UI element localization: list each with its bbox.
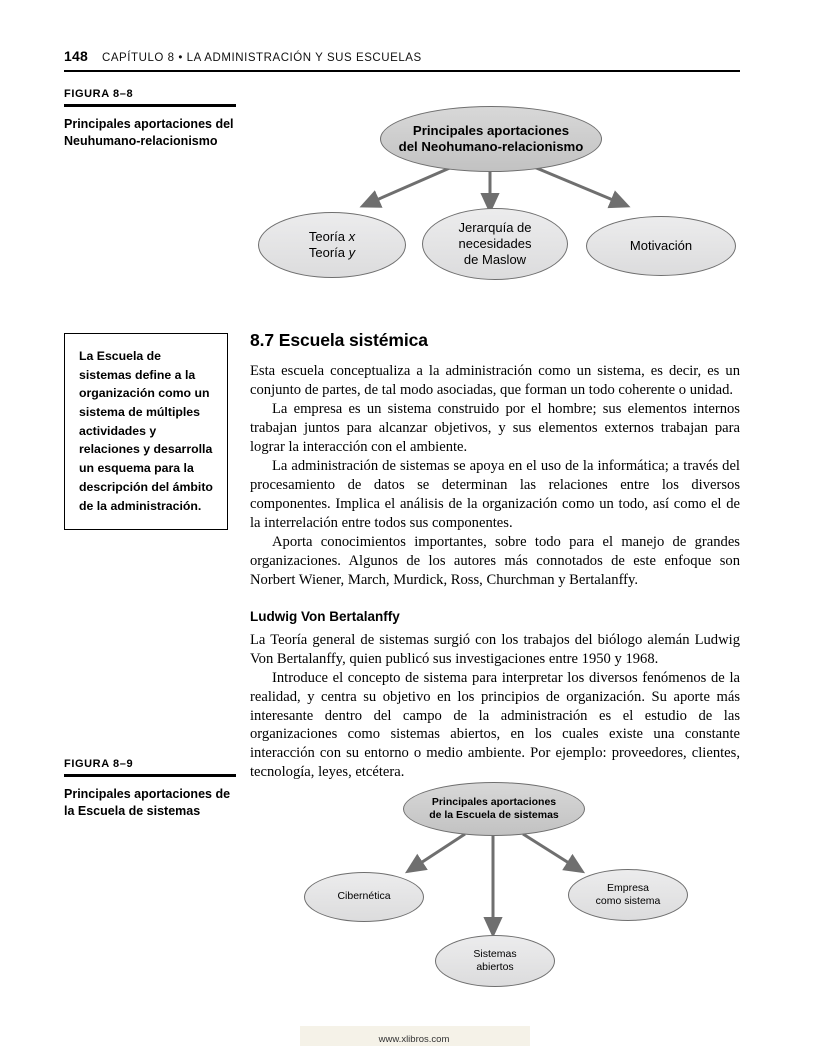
figure-8-9-diagram — [280, 770, 730, 1005]
pullquote-box — [64, 333, 228, 530]
figure-8-8-diagram — [250, 90, 740, 290]
figure-8-8-leaf3-line1: Motivación — [629, 237, 693, 253]
figure-8-9-leaf-empresa — [568, 869, 688, 921]
page-header — [64, 48, 740, 64]
figure-8-9-root-line2: de la Escuela de sistemas — [429, 809, 559, 821]
figure-8-9-caption: Principales aportaciones de la Escuela de sistemas — [64, 787, 231, 818]
page-footer — [0, 1034, 828, 1045]
figure-8-8-root-node — [380, 106, 602, 172]
figure-8-8-leaf2-line3: de Maslow — [463, 252, 527, 268]
figure-8-9-label — [64, 758, 236, 820]
figure-8-8-leaf2-line2: necesidades — [458, 235, 532, 251]
figure-8-9-rule — [64, 774, 236, 777]
figure-8-9-leaf1-line1: Cibernética — [337, 890, 391, 903]
figure-8-9-leaf2-line2: abiertos — [476, 961, 514, 973]
section-paragraph-1: Esta escuela conceptualiza a la administración como un sistema, es decir, es un conjunto de partes, de tal modo asociadas, que forman un todo coherente o unidad. — [250, 363, 740, 398]
figure-8-9-number: FIGURA 8–9 — [64, 758, 134, 770]
section-paragraph-4: Aporta conocimientos importantes, sobre todo para el manejo de grandes organizaciones. Algunos de los autores más connotados de este enfoque son Norbert Wiener, March, Murdick, Ross, Churchman y Bertalanffy. — [250, 533, 740, 588]
footer-url: www.xlibros.com — [378, 1034, 450, 1045]
figure-8-8-label — [64, 88, 236, 150]
section-paragraph-3: La administración de sistemas se apoya en el uso de la informática; a través del procesamiento de datos se determinan las relaciones entre los diversos componentes. Implica el análisis de la organización como un todo, así como el de la interrelación entre todos sus componentes. — [250, 457, 740, 531]
figure-8-8-leaf-motivacion — [586, 216, 736, 276]
header-divider — [64, 70, 740, 72]
figure-8-9-root-line1: Principales aportaciones — [431, 795, 557, 808]
subsection-heading: Ludwig Von Bertalanffy — [250, 608, 400, 624]
figure-8-9-leaf2-line1: Sistemas — [473, 947, 517, 960]
subsection-paragraph-2: Introduce el concepto de sistema para interpretar los diversos fenómenos de la realidad, y centra su objetivo en los principios de organización. Su aporte más interesante dentro del campo de la administración es el estudio de las organizaciones como sistemas abiertos, en los cuales existe una constante interacción con su entorno o medio ambiente. Por ejemplo: proveedores, clientes, tecnología, leyes, etcétera. — [250, 669, 740, 781]
pullquote-text: La Escuela de sistemas define a la organización como un sistema de múltiples actividades y relaciones y desarrolla un esquema para la descripción del ámbito de la administración. — [79, 349, 213, 513]
figure-8-8-number: FIGURA 8–8 — [64, 88, 134, 100]
figure-8-9-leaf3-line1: Empresa — [606, 881, 649, 894]
figure-8-8-root-line1: Principales aportaciones — [412, 122, 570, 138]
figure-8-8-leaf-maslow — [422, 208, 568, 280]
running-head: CAPÍTULO 8 • LA ADMINISTRACIÓN Y SUS ESCUELAS — [101, 52, 422, 64]
section-paragraph-2: La empresa es un sistema construido por el hombre; sus elementos internos trabajan juntos para alcanzar objetivos, y sus elementos externos trabajan para lograr la interacción con el ambiente. — [250, 400, 740, 455]
figure-8-9-leaf-cibernetica — [304, 872, 424, 922]
figure-8-8-rule — [64, 104, 236, 107]
figure-8-8-caption: Principales aportaciones del Neuhumano-relacionismo — [64, 117, 234, 148]
figure-8-8-leaf2-line1: Jerarquía de — [458, 219, 532, 235]
main-text-column — [250, 330, 740, 782]
section-heading: 8.7 Escuela sistémica — [250, 330, 428, 350]
figure-8-8-leaf-teoria: Teoría x Teoría y — [258, 212, 406, 278]
figure-8-9-leaf3-line2: como sistema — [595, 895, 661, 907]
figure-8-9-root-node — [403, 782, 585, 836]
figure-8-8-root-line2: del Neohumano-relacionismo — [398, 139, 584, 154]
figure-8-9-leaf-sistemas-abiertos — [435, 935, 555, 987]
subsection-paragraph-1: La Teoría general de sistemas surgió con los trabajos del biólogo alemán Ludwig Von Bertalanffy, quien publicó sus investigaciones entre 1950 y 1968. — [250, 631, 740, 667]
page-number: 148 — [64, 48, 88, 64]
